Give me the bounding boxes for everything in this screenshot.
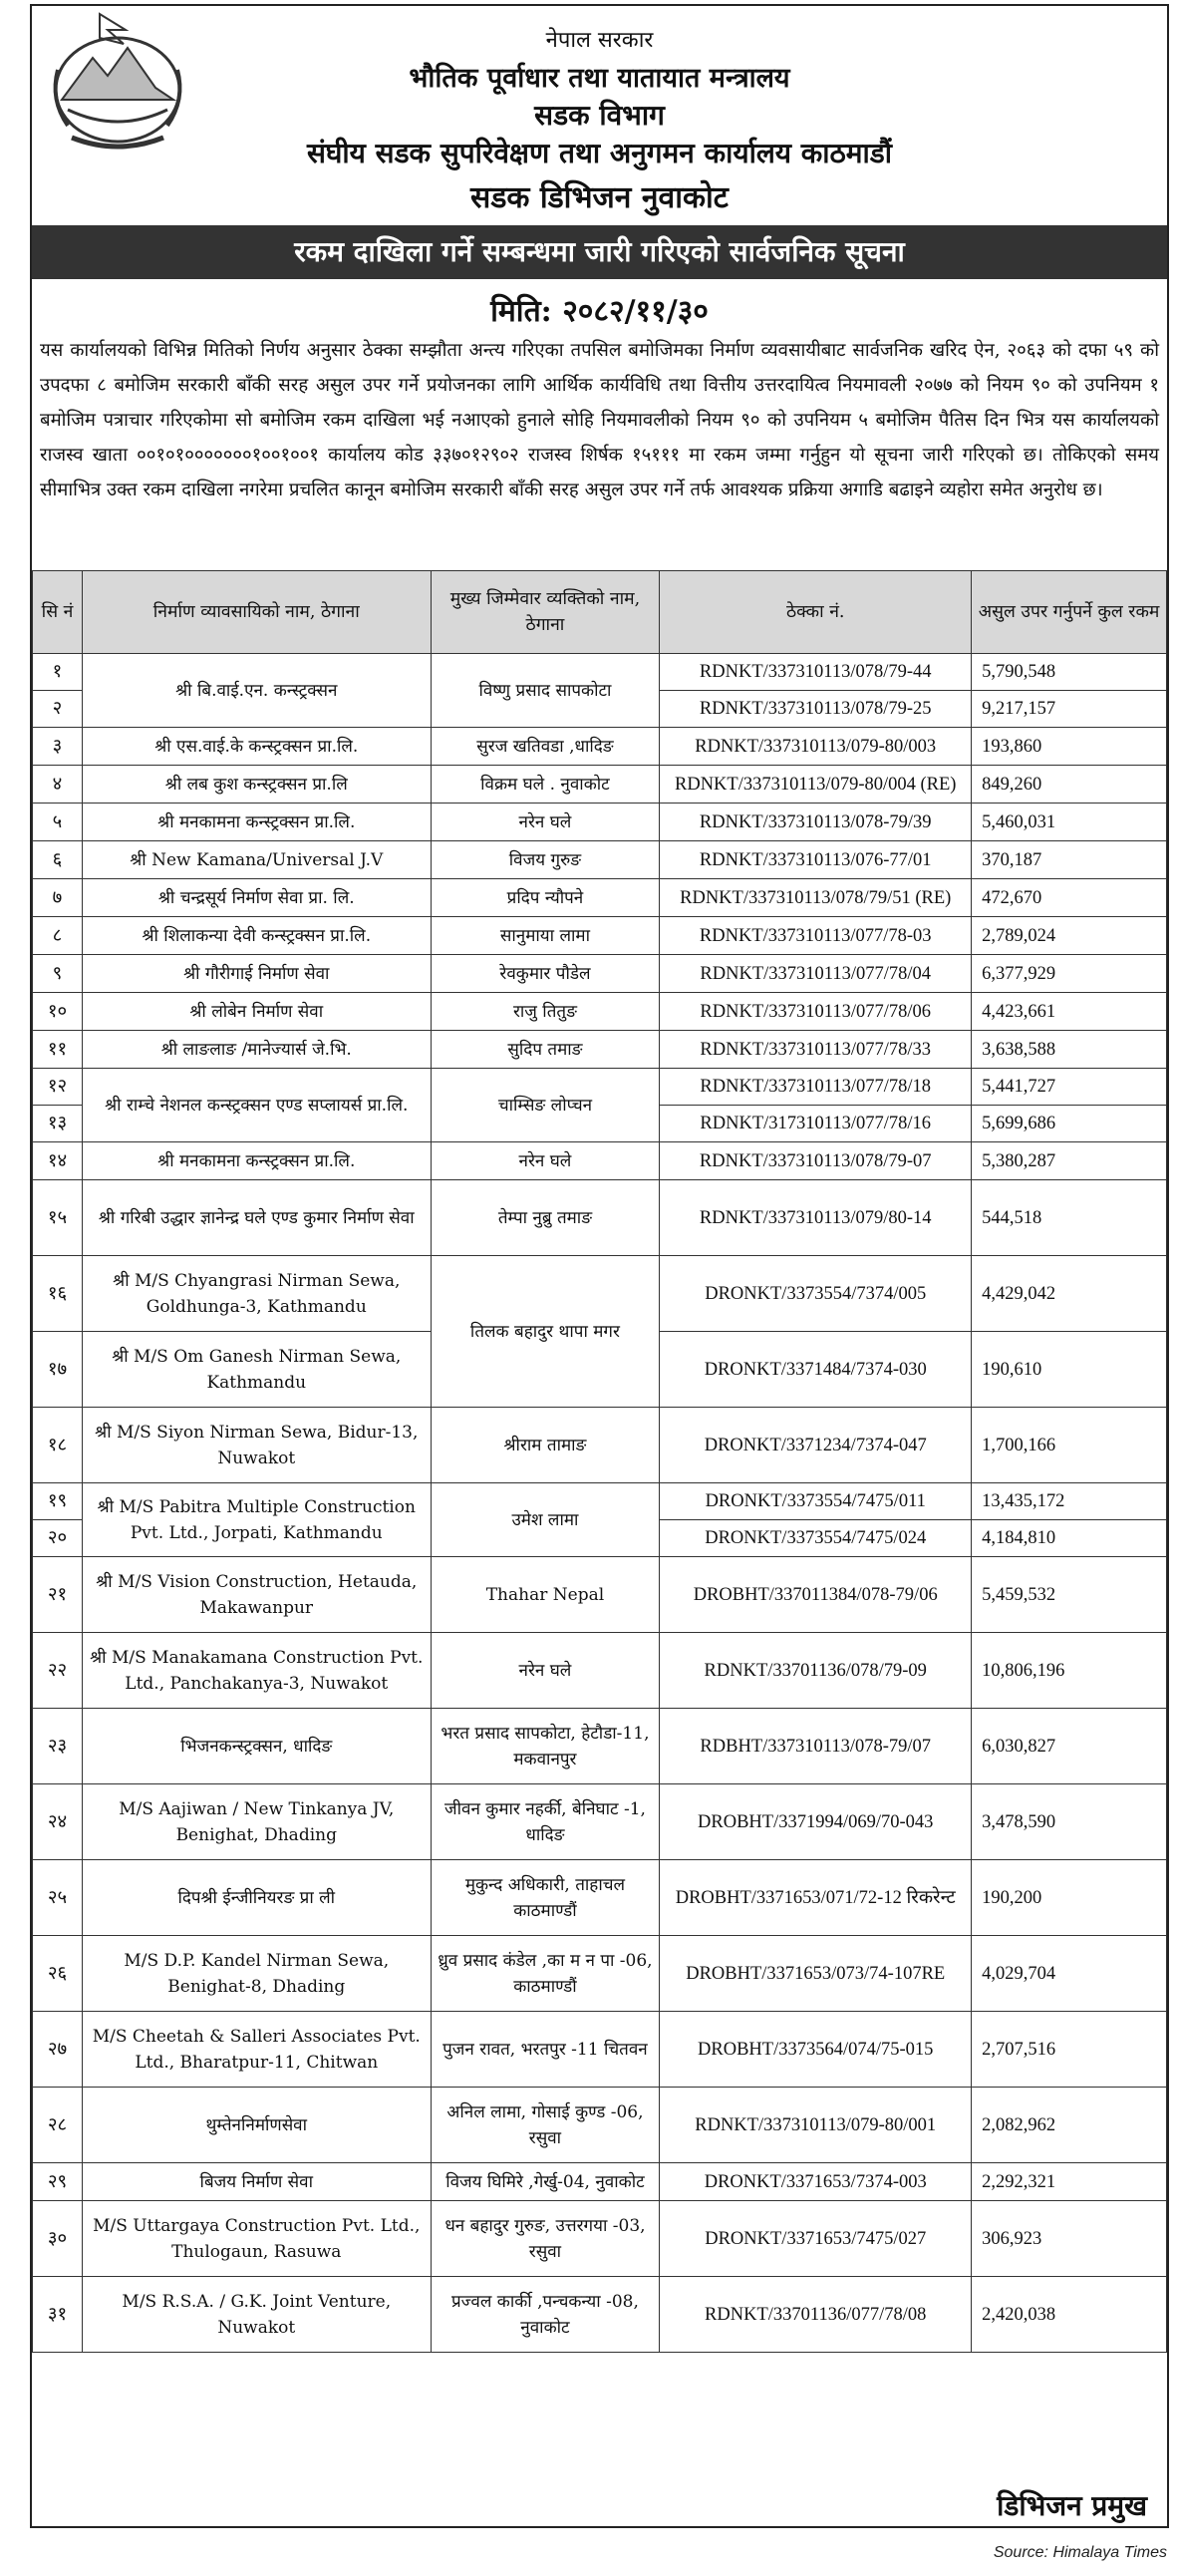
- table-row: [33, 2012, 1167, 2088]
- person-cell: मुकुन्द अधिकारी, ताहाचल काठमाण्डौं: [431, 1860, 660, 1936]
- contract-cell: RDNKT/337310113/078/79-25: [660, 691, 972, 728]
- amount-cell: 5,460,031: [972, 804, 1167, 841]
- firm-cell: M/S D.P. Kandel Nirman Sewa, Benighat-8, Dhading: [82, 1936, 431, 2012]
- amount-cell: 5,790,548: [972, 654, 1167, 691]
- firm-cell: M/S R.S.A. / G.K. Joint Venture, Nuwakot: [82, 2277, 431, 2353]
- person-cell: सानुमाया लामा: [431, 917, 660, 955]
- serial-cell: १८: [33, 1408, 83, 1483]
- table-row: [33, 955, 1167, 993]
- person-cell: राजु तितुङ: [431, 993, 660, 1031]
- serial-cell: १२: [33, 1069, 83, 1106]
- serial-cell: ३: [33, 728, 83, 766]
- col-firm: निर्माण व्यावसायिको नाम, ठेगाना: [82, 571, 431, 654]
- serial-cell: २४: [33, 1784, 83, 1860]
- contract-cell: RDNKT/33701136/078/79-09: [660, 1633, 972, 1709]
- person-cell: रेवकुमार पौडेल: [431, 955, 660, 993]
- person-cell: पुजन रावत, भरतपुर -11 चितवन: [431, 2012, 660, 2088]
- person-cell: अनिल लामा, गोसाई कुण्ड -06, रसुवा: [431, 2088, 660, 2163]
- serial-cell: २६: [33, 1936, 83, 2012]
- table-row: [33, 1408, 1167, 1483]
- table-row: [33, 2201, 1167, 2277]
- firm-cell: श्री लाङलाङ /मानेज्यार्स जे.भि.: [82, 1031, 431, 1069]
- col-serial: सि नं: [33, 571, 83, 654]
- signature: डिभिजन प्रमुख: [997, 2489, 1147, 2522]
- table-row: [33, 2277, 1167, 2353]
- col-person: मुख्य जिम्मेवार व्यक्तिको नाम, ठेगाना: [431, 571, 660, 654]
- person-cell: विजय गुरुङ: [431, 841, 660, 879]
- table-row: [33, 1069, 1167, 1106]
- firm-cell: श्री M/S Vision Construction, Hetauda, Makawanpur: [82, 1557, 431, 1633]
- table-row: [33, 1256, 1167, 1332]
- table-row: [33, 917, 1167, 955]
- notice-body: यस कार्यालयको विभिन्न मितिको निर्णय अनुसार ठेक्का सम्झौता अन्त्य गरिएका तपसिल बमोजिमका निर्माण व्यवसायीबाट सार्वजनिक खरिद ऐन, २०६३ को दफा ५९ को उपदफा ८ बमोजिम सरकारी बाँकी सरह असुल उपर गर्ने प्रयोजनका लागि आर्थिक कार्यविधि तथा वित्तीय उत्तरदायित्व नियमावली २०७७ को नियम ९० को उपनियम १ बमोजिम पत्राचार गरिएकोमा सो बमोजिम रकम दाखिला भई नआएको हुनाले सोहि नियमावलीको नियम ९० को उपनियम ५ बमोजिम पैतिस दिन भित्र यस कार्यालयको राजस्व खाता ००१०१०००००००१००१००१ कार्यालय कोड ३३७०१२९०२ राजस्व शिर्षक १५१११ मा रकम जम्मा गर्नुहुन यो सूचना जारी गरिएको छ। तोकिएको समय सीमाभित्र उक्त रकम दाखिला नगरेमा प्रचलित कानून बमोजिम सरकारी बाँकी सरह असुल उपर गर्ने तर्फ आवश्यक प्रक्रिया अगाडि बढाइने व्यहोरा समेत अनुरोध छ।: [40, 340, 1159, 500]
- table-header-row: [33, 571, 1167, 654]
- table-row: [33, 841, 1167, 879]
- contract-cell: RDNKT/337310113/078-79/39: [660, 804, 972, 841]
- person-cell: धन बहादुर गुरुङ, उत्तरगया -03, रसुवा: [431, 2201, 660, 2277]
- contract-cell: RDNKT/337310113/077/78/18: [660, 1069, 972, 1106]
- header-department: सडक विभाग: [534, 99, 665, 132]
- person-cell: नरेन घले: [431, 1633, 660, 1709]
- serial-cell: ११: [33, 1031, 83, 1069]
- amount-cell: 472,670: [972, 879, 1167, 917]
- person-cell: नरेन घले: [431, 804, 660, 841]
- person-cell: तेम्पा नुब्रु तमाङ: [431, 1180, 660, 1256]
- contract-cell: RDNKT/337310113/078/79-07: [660, 1142, 972, 1180]
- contract-cell: RDBHT/337310113/078-79/07: [660, 1709, 972, 1784]
- person-cell: उमेश लामा: [431, 1483, 660, 1557]
- person-cell: ध्रुव प्रसाद कंडेल ,का म न पा -06, काठमाण्डौं: [431, 1936, 660, 2012]
- amount-cell: 306,923: [972, 2201, 1167, 2277]
- amount-cell: 4,184,810: [972, 1520, 1167, 1557]
- person-cell: प्रदिप न्यौपने: [431, 879, 660, 917]
- contract-cell: RDNKT/337310113/079-80/001: [660, 2088, 972, 2163]
- col-amount: असुल उपर गर्नुपर्ने कुल रकम: [972, 571, 1167, 654]
- person-cell: चाम्सिङ लोप्चन: [431, 1069, 660, 1142]
- amount-cell: 5,380,287: [972, 1142, 1167, 1180]
- serial-cell: २०: [33, 1520, 83, 1557]
- firm-cell: श्री बि.वाई.एन. कन्स्ट्रक्सन: [82, 654, 431, 728]
- serial-cell: १०: [33, 993, 83, 1031]
- amount-cell: 6,377,929: [972, 955, 1167, 993]
- serial-cell: ६: [33, 841, 83, 879]
- person-cell: जीवन कुमार नहर्की, बेनिघाट -1, धादिङ: [431, 1784, 660, 1860]
- firm-cell: श्री M/S Manakamana Construction Pvt. Ltd., Panchakanya-3, Nuwakot: [82, 1633, 431, 1709]
- serial-cell: ३०: [33, 2201, 83, 2277]
- contract-cell: DROBHT/3371653/073/74-107RE: [660, 1936, 972, 2012]
- firm-cell: श्री M/S Pabitra Multiple Construction Pvt. Ltd., Jorpati, Kathmandu: [82, 1483, 431, 1557]
- amount-cell: 849,260: [972, 766, 1167, 804]
- table-row: [33, 1483, 1167, 1520]
- table-row: [33, 879, 1167, 917]
- firm-cell: श्री M/S Chyangrasi Nirman Sewa, Goldhunga-3, Kathmandu: [82, 1256, 431, 1332]
- contract-cell: DRONKT/3371234/7374-047: [660, 1408, 972, 1483]
- dues-table: [32, 570, 1167, 2353]
- person-cell: विष्णु प्रसाद सापकोटा: [431, 654, 660, 728]
- header-ministry: भौतिक पूर्वाधार तथा यातायात मन्त्रालय: [409, 63, 790, 94]
- table-row: [33, 804, 1167, 841]
- contract-cell: DRONKT/3371653/7374-003: [660, 2163, 972, 2201]
- table-row: [33, 1709, 1167, 1784]
- firm-cell: थुम्तेननिर्माणसेवा: [82, 2088, 431, 2163]
- serial-cell: १५: [33, 1180, 83, 1256]
- firm-cell: भिजनकन्स्ट्रक्सन, धादिङ: [82, 1709, 431, 1784]
- serial-cell: ५: [33, 804, 83, 841]
- contract-cell: RDNKT/337310113/079/80-14: [660, 1180, 972, 1256]
- firm-cell: श्री M/S Om Ganesh Nirman Sewa, Kathmandu: [82, 1332, 431, 1408]
- notice-date: मिति: २०८२/११/३०: [490, 294, 709, 329]
- amount-cell: 1,700,166: [972, 1408, 1167, 1483]
- person-cell: तिलक बहादुर थापा मगर: [431, 1256, 660, 1408]
- serial-cell: ८: [33, 917, 83, 955]
- firm-cell: श्री New Kamana/Universal J.V: [82, 841, 431, 879]
- amount-cell: 370,187: [972, 841, 1167, 879]
- table-row: [33, 1633, 1167, 1709]
- amount-cell: 190,610: [972, 1332, 1167, 1408]
- person-cell: Thahar Nepal: [431, 1557, 660, 1633]
- table-row: [33, 1936, 1167, 2012]
- table-row: [33, 2088, 1167, 2163]
- serial-cell: ९: [33, 955, 83, 993]
- contract-cell: RDNKT/337310113/078/79-44: [660, 654, 972, 691]
- firm-cell: दिपश्री ईन्जीनियरङ प्रा ली: [82, 1860, 431, 1936]
- contract-cell: DROBHT/3373564/074/75-015: [660, 2012, 972, 2088]
- table-row: [33, 728, 1167, 766]
- contract-cell: RDNKT/337310113/079-80/003: [660, 728, 972, 766]
- contract-cell: DRONKT/3371653/7475/027: [660, 2201, 972, 2277]
- amount-cell: 2,420,038: [972, 2277, 1167, 2353]
- contract-cell: DRONKT/3371484/7374-030: [660, 1332, 972, 1408]
- public-notice: [30, 4, 1169, 2528]
- contract-cell: DRONKT/3373554/7475/024: [660, 1520, 972, 1557]
- header-government: नेपाल सरकार: [545, 28, 654, 53]
- amount-cell: 193,860: [972, 728, 1167, 766]
- firm-cell: श्री गौरीगाई निर्माण सेवा: [82, 955, 431, 993]
- serial-cell: २३: [33, 1709, 83, 1784]
- amount-cell: 190,200: [972, 1860, 1167, 1936]
- serial-cell: १७: [33, 1332, 83, 1408]
- firm-cell: M/S Aajiwan / New Tinkanya JV, Benighat, Dhading: [82, 1784, 431, 1860]
- amount-cell: 3,478,590: [972, 1784, 1167, 1860]
- contract-cell: DROBHT/337011384/078-79/06: [660, 1557, 972, 1633]
- serial-cell: २७: [33, 2012, 83, 2088]
- amount-cell: 3,638,588: [972, 1031, 1167, 1069]
- person-cell: सुरज खतिवडा ,धादिङ: [431, 728, 660, 766]
- contract-cell: RDNKT/317310113/077/78/16: [660, 1106, 972, 1142]
- firm-cell: श्री गरिबी उद्धार ज्ञानेन्द्र घले एण्ड कुमार निर्माण सेवा: [82, 1180, 431, 1256]
- serial-cell: ७: [33, 879, 83, 917]
- firm-cell: श्री लब कुश कन्स्ट्रक्सन प्रा.लि: [82, 766, 431, 804]
- contract-cell: RDNKT/33701136/077/78/08: [660, 2277, 972, 2353]
- contract-cell: RDNKT/337310113/076-77/01: [660, 841, 972, 879]
- firm-cell: बिजय निर्माण सेवा: [82, 2163, 431, 2201]
- contract-cell: RDNKT/337310113/077/78/04: [660, 955, 972, 993]
- firm-cell: M/S Cheetah & Salleri Associates Pvt. Ltd., Bharatpur-11, Chitwan: [82, 2012, 431, 2088]
- firm-cell: श्री मनकामना कन्स्ट्रक्सन प्रा.लि.: [82, 1142, 431, 1180]
- table-row: [33, 1784, 1167, 1860]
- contract-cell: DROBHT/3371994/069/70-043: [660, 1784, 972, 1860]
- serial-cell: १: [33, 654, 83, 691]
- person-cell: श्रीराम तामाङ: [431, 1408, 660, 1483]
- firm-cell: श्री मनकामना कन्स्ट्रक्सन प्रा.लि.: [82, 804, 431, 841]
- amount-cell: 5,441,727: [972, 1069, 1167, 1106]
- amount-cell: 4,429,042: [972, 1256, 1167, 1332]
- table-row: [33, 1860, 1167, 1936]
- firm-cell: श्री चन्द्रसूर्य निर्माण सेवा प्रा. लि.: [82, 879, 431, 917]
- notice-title: रकम दाखिला गर्ने सम्बन्धमा जारी गरिएको सार्वजनिक सूचना: [32, 225, 1167, 279]
- source-credit: Source: Himalaya Times: [993, 2544, 1167, 2561]
- firm-cell: श्री शिलाकन्या देवी कन्स्ट्रक्सन प्रा.लि.: [82, 917, 431, 955]
- contract-cell: DROBHT/3371653/071/72-12 रिकरेन्ट: [660, 1860, 972, 1936]
- serial-cell: २५: [33, 1860, 83, 1936]
- table-row: [33, 766, 1167, 804]
- firm-cell: श्री राम्चे नेशनल कन्स्ट्रक्सन एण्ड सप्लायर्स प्रा.लि.: [82, 1069, 431, 1142]
- firm-cell: श्री M/S Siyon Nirman Sewa, Bidur-13, Nuwakot: [82, 1408, 431, 1483]
- amount-cell: 2,789,024: [972, 917, 1167, 955]
- firm-cell: श्री लोबेन निर्माण सेवा: [82, 993, 431, 1031]
- table-row: [33, 1557, 1167, 1633]
- person-cell: विजय घिमिरे ,गेर्खु-04, नुवाकोट: [431, 2163, 660, 2201]
- contract-cell: RDNKT/337310113/077/78/06: [660, 993, 972, 1031]
- firm-cell: M/S Uttargaya Construction Pvt. Ltd., Thulogaun, Rasuwa: [82, 2201, 431, 2277]
- serial-cell: ३१: [33, 2277, 83, 2353]
- amount-cell: 10,806,196: [972, 1633, 1167, 1709]
- amount-cell: 13,435,172: [972, 1483, 1167, 1520]
- amount-cell: 2,082,962: [972, 2088, 1167, 2163]
- serial-cell: २८: [33, 2088, 83, 2163]
- contract-cell: RDNKT/337310113/078/79/51 (RE): [660, 879, 972, 917]
- contract-cell: RDNKT/337310113/077/78-03: [660, 917, 972, 955]
- table-row: [33, 1180, 1167, 1256]
- header-division: सडक डिभिजन नुवाकोट: [470, 180, 729, 215]
- person-cell: भरत प्रसाद सापकोटा, हेटौडा-11, मकवानपुर: [431, 1709, 660, 1784]
- person-cell: नरेन घले: [431, 1142, 660, 1180]
- person-cell: प्रज्वल कार्की ,पन्चकन्या -08, नुवाकोट: [431, 2277, 660, 2353]
- table-row: [33, 1031, 1167, 1069]
- contract-cell: RDNKT/337310113/079-80/004 (RE): [660, 766, 972, 804]
- table-row: [33, 993, 1167, 1031]
- col-contract: ठेक्का नं.: [660, 571, 972, 654]
- serial-cell: १९: [33, 1483, 83, 1520]
- table-body: [33, 654, 1167, 2353]
- contract-cell: RDNKT/337310113/077/78/33: [660, 1031, 972, 1069]
- serial-cell: १३: [33, 1106, 83, 1142]
- amount-cell: 5,459,532: [972, 1557, 1167, 1633]
- serial-cell: १६: [33, 1256, 83, 1332]
- serial-cell: १४: [33, 1142, 83, 1180]
- firm-cell: श्री एस.वाई.के कन्स्ट्रक्सन प्रा.लि.: [82, 728, 431, 766]
- person-cell: सुदिप तमाङ: [431, 1031, 660, 1069]
- person-cell: विक्रम घले . नुवाकोट: [431, 766, 660, 804]
- serial-cell: २९: [33, 2163, 83, 2201]
- header-office: संघीय सडक सुपरिवेक्षण तथा अनुगमन कार्यालय काठमाडौं: [306, 137, 893, 169]
- contract-cell: DRONKT/3373554/7374/005: [660, 1256, 972, 1332]
- table-row: [33, 2163, 1167, 2201]
- amount-cell: 4,029,704: [972, 1936, 1167, 2012]
- table-row: [33, 1142, 1167, 1180]
- contract-cell: DRONKT/3373554/7475/011: [660, 1483, 972, 1520]
- amount-cell: 544,518: [972, 1180, 1167, 1256]
- serial-cell: २१: [33, 1557, 83, 1633]
- serial-cell: २: [33, 691, 83, 728]
- amount-cell: 2,707,516: [972, 2012, 1167, 2088]
- amount-cell: 6,030,827: [972, 1709, 1167, 1784]
- table-row: [33, 654, 1167, 691]
- serial-cell: २२: [33, 1633, 83, 1709]
- amount-cell: 5,699,686: [972, 1106, 1167, 1142]
- amount-cell: 4,423,661: [972, 993, 1167, 1031]
- amount-cell: 2,292,321: [972, 2163, 1167, 2201]
- amount-cell: 9,217,157: [972, 691, 1167, 728]
- serial-cell: ४: [33, 766, 83, 804]
